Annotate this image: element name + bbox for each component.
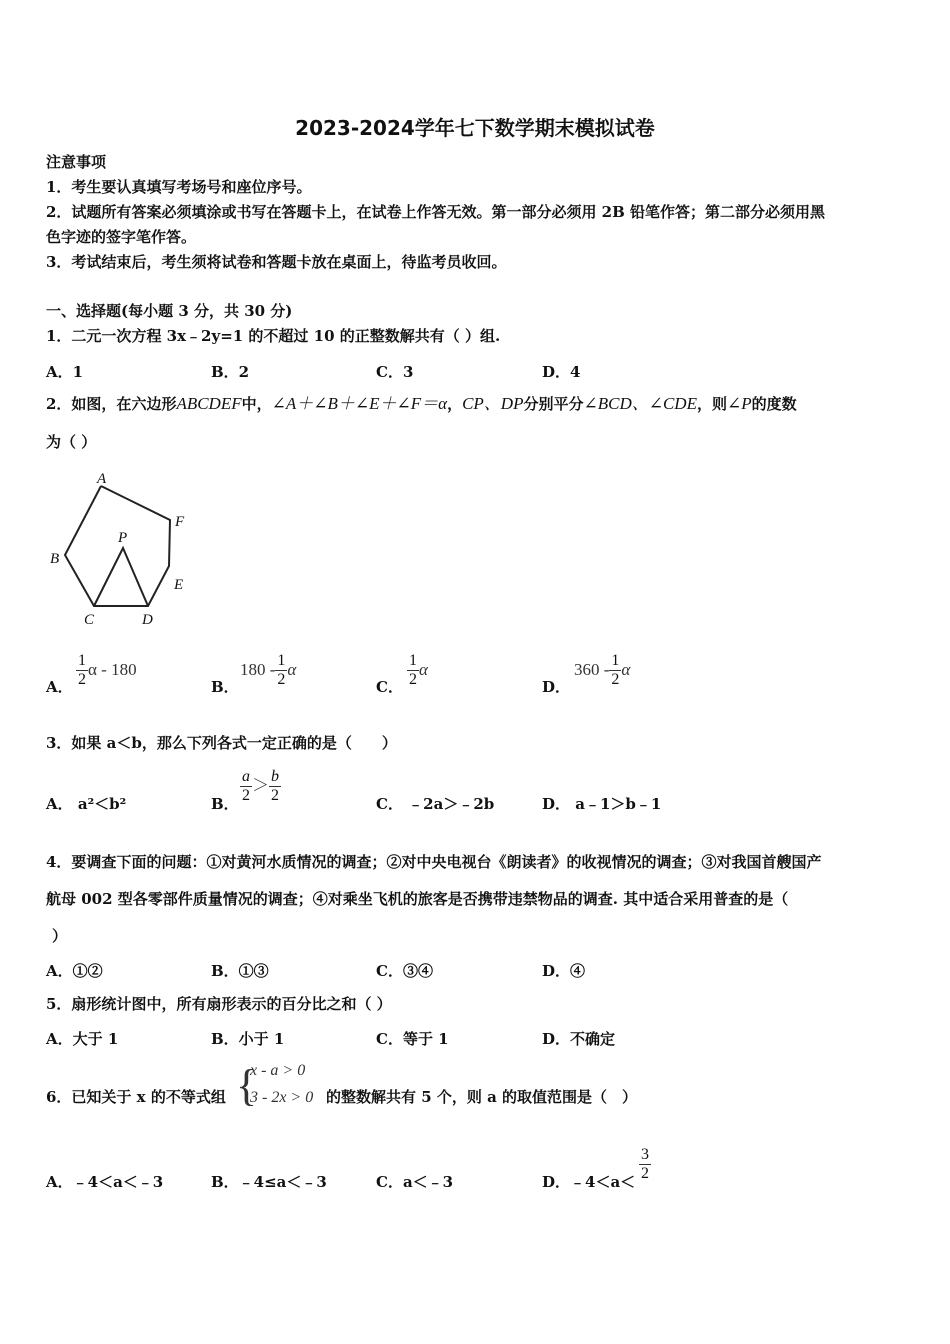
question-2-text [46,394,797,414]
fraction [407,652,419,689]
q3-option-b [240,768,281,805]
q1-option-c: C．3 [376,363,414,381]
fraction-den: 2 [611,671,620,688]
question-2-line-2: 为（ ） [46,433,97,451]
q2-ask: ，则 [696,395,727,413]
q3-option-c: C． ﹣2a＞﹣2b [376,795,495,813]
q4-option-d: D．④ [542,962,586,980]
q6-option-c: C．a＜﹣3 [376,1173,454,1191]
question-3-text: 3．如果 a＜b，那么下列各式一定正确的是（ ） [46,734,397,752]
fraction [609,652,621,689]
question-4-line-3: ） [52,927,68,945]
page-title: 2023-2024学年七下数学期末模拟试卷 [295,116,655,140]
q2-option-a [76,652,137,689]
q4-option-a: A．①② [46,962,103,980]
question-1-text: 1．二元一次方程 3x﹣2y=1 的不超过 10 的正整数解共有（ ）组. [46,327,501,345]
q3-option-b-letter: B． [211,795,239,813]
fraction-num: 1 [611,652,620,669]
fraction-den: 2 [271,787,279,804]
label-a: A [97,471,107,487]
section-heading: 一、选择题(每小题 3 分，共 30 分) [46,302,293,320]
fraction-den: 2 [277,671,286,688]
q4-option-b: B．①③ [211,962,269,980]
notes-heading: 注意事项 [46,153,107,171]
expression: α - 180 [88,660,137,679]
q6-option-d-fraction [639,1146,651,1183]
fraction-den: 2 [78,671,86,688]
fraction [269,768,281,805]
inequality-2: 3 - 2x > 0 [250,1089,314,1106]
q2-angles-2: ∠BCD、∠CDE [583,394,697,413]
q3-option-a: A． a²＜b² [46,795,127,813]
q1-option-b: B．2 [211,363,250,381]
q2-option-b-letter: B． [211,678,239,696]
q5-option-b: B．小于 1 [211,1030,285,1048]
q6-option-a: A．﹣4＜a＜﹣3 [46,1173,164,1191]
note-item-1: 1．考生要认真填写考场号和座位序号。 [46,178,312,196]
q2-option-d [574,652,630,689]
expression: α [287,660,297,679]
q2-tail: 的度数 [751,395,797,413]
fraction-den: 2 [242,787,250,804]
question-4-line-1: 4．要调查下面的问题：①对黄河水质情况的调查；②对中央电视台《朗读者》的收视情况的调查；③对我国首艘国产 [46,853,822,871]
label-e: E [174,577,184,593]
hexagon-figure [44,466,214,630]
q4-option-c: C．③④ [376,962,433,980]
note-item-2-cont: 色字迹的签字笔作答。 [46,228,197,246]
question-6-prefix: 6．已知关于 x 的不等式组 [46,1088,226,1106]
hexagon-lines [65,486,170,606]
expression: α [621,660,631,679]
compare-op: ＞ [252,776,269,795]
q2-angles: ∠A＋∠B＋∠E＋∠F＝α [271,394,448,413]
q2-prefix: 2．如图，在六边形 [46,395,177,413]
fraction-num: 1 [277,652,286,669]
q6-option-d-prefix: D．﹣4＜a＜ [542,1173,636,1191]
fraction-num: 3 [641,1146,649,1163]
q2-sep: ， [447,395,463,413]
q2-option-c [407,652,428,689]
fraction-num: 1 [409,652,417,669]
q2-polygon: ABCDEF [176,394,242,413]
q5-option-d: D．不确定 [542,1030,616,1048]
fraction-num: b [271,768,279,785]
fraction-den: 2 [641,1165,649,1182]
inequality-1: x - a > 0 [250,1062,306,1079]
fraction [76,652,88,689]
question-6-suffix: 的整数解共有 5 个，则 a 的取值范围是（ ） [326,1088,638,1106]
q2-bisect: 分别平分 [523,395,584,413]
q2-option-a-letter: A． [46,678,73,696]
angle-bisectors [94,548,148,606]
fraction [240,768,252,805]
expression: α [419,660,428,679]
q2-lines: CP、DP [462,394,524,413]
fraction [639,1146,651,1183]
question-4-line-2: 航母 002 型各零部件质量情况的调查；④对乘坐飞机的旅客是否携带违禁物品的调查. 其中适合采用普查的是（ [46,890,789,908]
label-p: P [118,530,128,546]
q2-mid: 中， [241,395,272,413]
q3-option-d: D． a﹣1＞b﹣1 [542,795,662,813]
q1-option-d: D．4 [542,363,581,381]
fraction [275,652,287,689]
q2-option-b [240,652,296,689]
q6-option-b: B．﹣4≤a＜﹣3 [211,1173,327,1191]
expression-prefix: 180 - [240,660,276,679]
note-item-3: 3．考试结束后，考生须将试卷和答题卡放在桌面上，待监考员收回。 [46,253,507,271]
note-item-2: 2．试题所有答案必须填涂或书写在答题卡上，在试卷上作答无效。第一部分必须用 2B 铅笔作答；第二部分必须用黑 [46,203,826,221]
expression-prefix: 360 - [574,660,610,679]
q5-option-c: C．等于 1 [376,1030,449,1048]
fraction-num: 1 [78,652,86,669]
q2-option-c-letter: C． [376,678,403,696]
label-c: C [84,612,95,628]
fraction-num: a [242,768,250,785]
q1-option-a: A．1 [46,363,84,381]
q2-option-d-letter: D． [542,678,571,696]
q5-option-a: A．大于 1 [46,1030,119,1048]
label-d: D [142,612,153,628]
label-b: B [50,551,60,567]
hexagon-outline [65,486,170,606]
question-5-text: 5．扇形统计图中，所有扇形表示的百分比之和（ ） [46,995,392,1013]
fraction-den: 2 [409,671,417,688]
brace: { [236,1061,258,1110]
q2-angle-p: ∠P [727,394,752,413]
label-f: F [175,514,185,530]
